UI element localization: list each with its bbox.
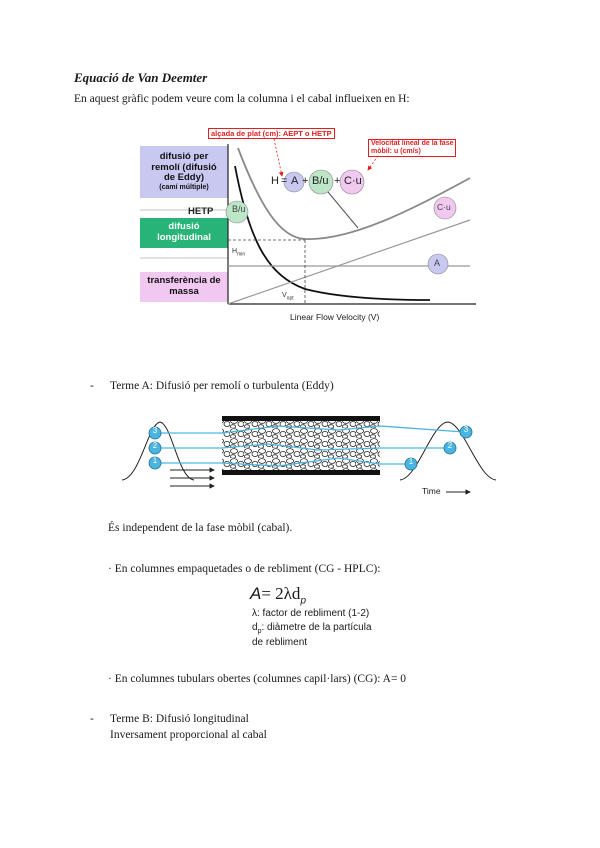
mass-label-line1: transferència de: [147, 275, 221, 287]
longitudinal-label-line1: difusió: [168, 221, 200, 233]
dp-definition-line2: de rebliment: [252, 636, 308, 648]
path-3-end-label: 3: [463, 425, 469, 434]
eq-equals: =: [281, 175, 288, 187]
section-title: Equació de Van Deemter: [74, 70, 208, 85]
van-deemter-equation: [271, 175, 371, 189]
path-2-label: 2: [152, 441, 158, 450]
time-label: Time: [422, 486, 441, 496]
eq-plus-1: +: [302, 175, 309, 187]
vopt-symbol: V: [282, 292, 287, 299]
b-curve-label: B/u: [232, 204, 246, 214]
terme-a-heading: Terme A: Difusió per remolí o turbulenta (Eddy): [110, 380, 334, 392]
van-deemter-graph: [140, 126, 480, 326]
hmin-label: [232, 248, 245, 257]
column-wall-top: [222, 416, 380, 421]
eq-h: H: [271, 175, 279, 187]
formula-subscript: p: [300, 595, 306, 607]
open-tubular-text: · En columnes tubulars obertes (columnes capil·lars) (CG): A= 0: [108, 673, 407, 685]
velocity-annotation: [368, 139, 456, 157]
eq-a: A: [291, 175, 299, 187]
eq-b: B/u: [312, 175, 329, 187]
vopt-subscript: opt: [286, 295, 294, 302]
hmin-symbol: H: [232, 248, 238, 255]
formula-rhs: = 2λd: [261, 584, 301, 603]
independent-text: És independent de la fase mòbil (cabal).: [108, 522, 293, 534]
column-wall-bottom: [222, 470, 380, 475]
bullet-terme-a: -: [90, 380, 94, 392]
path-1-end-label: 1: [408, 457, 414, 466]
eddy-diffusion-diagram: [118, 408, 500, 500]
hetp-label: HETP: [188, 206, 214, 217]
formula-lhs: A: [250, 584, 262, 603]
packed-columns-text: · En columnes empaquetades o de rebliment (CG - HPLC):: [108, 563, 381, 575]
plate-pointer: [274, 139, 282, 176]
path-3-label: 3: [152, 426, 158, 435]
formula-a: [250, 584, 306, 606]
x-axis-label: Linear Flow Velocity (V): [290, 312, 380, 322]
eq-plus-2: +: [334, 175, 341, 187]
velocity-annotation-line2: mòbil: u (cm/s): [371, 148, 421, 156]
terme-b-heading: Terme B: Difusió longitudinal: [110, 713, 249, 725]
c-curve-label: C·u: [437, 202, 451, 212]
plate-height-annotation: alçada de plat (cm): AEPT o HETP: [208, 128, 335, 139]
path-1-label: 1: [152, 456, 158, 465]
dp-subscript: p: [257, 627, 262, 635]
eddy-label-line3: de Eddy): [163, 172, 205, 184]
eq-c: C·u: [344, 175, 362, 187]
dp-definition-text: : diàmetre de la partícula: [261, 621, 372, 633]
eddy-label-line1: difusió per: [159, 150, 209, 162]
hmin-subscript: min: [237, 251, 246, 258]
mass-label-line2: massa: [169, 286, 199, 297]
eddy-label-line4: (camí múltiple): [159, 184, 209, 192]
bullet-terme-b: -: [90, 713, 94, 725]
terme-b-text: Inversament proporcional al cabal: [110, 729, 267, 741]
lambda-definition: λ: factor de rebliment (1-2): [252, 608, 370, 619]
eddy-label-line2: remolí (difusió: [151, 161, 217, 173]
eq-pointer: [328, 192, 358, 228]
longitudinal-label-line2: longitudinal: [157, 232, 211, 243]
path-2-end-label: 2: [447, 441, 453, 450]
dp-definition: [252, 621, 372, 636]
formula-definitions: [252, 607, 372, 649]
vopt-label: [282, 292, 294, 301]
dp-symbol: d: [252, 621, 258, 633]
a-curve-label: A: [434, 258, 441, 268]
velocity-annotation-line1: Velocitat lineal de la fase: [371, 140, 454, 147]
intro-paragraph: En aquest gràfic podem veure com la columna i el cabal influeixen en H:: [74, 93, 410, 105]
